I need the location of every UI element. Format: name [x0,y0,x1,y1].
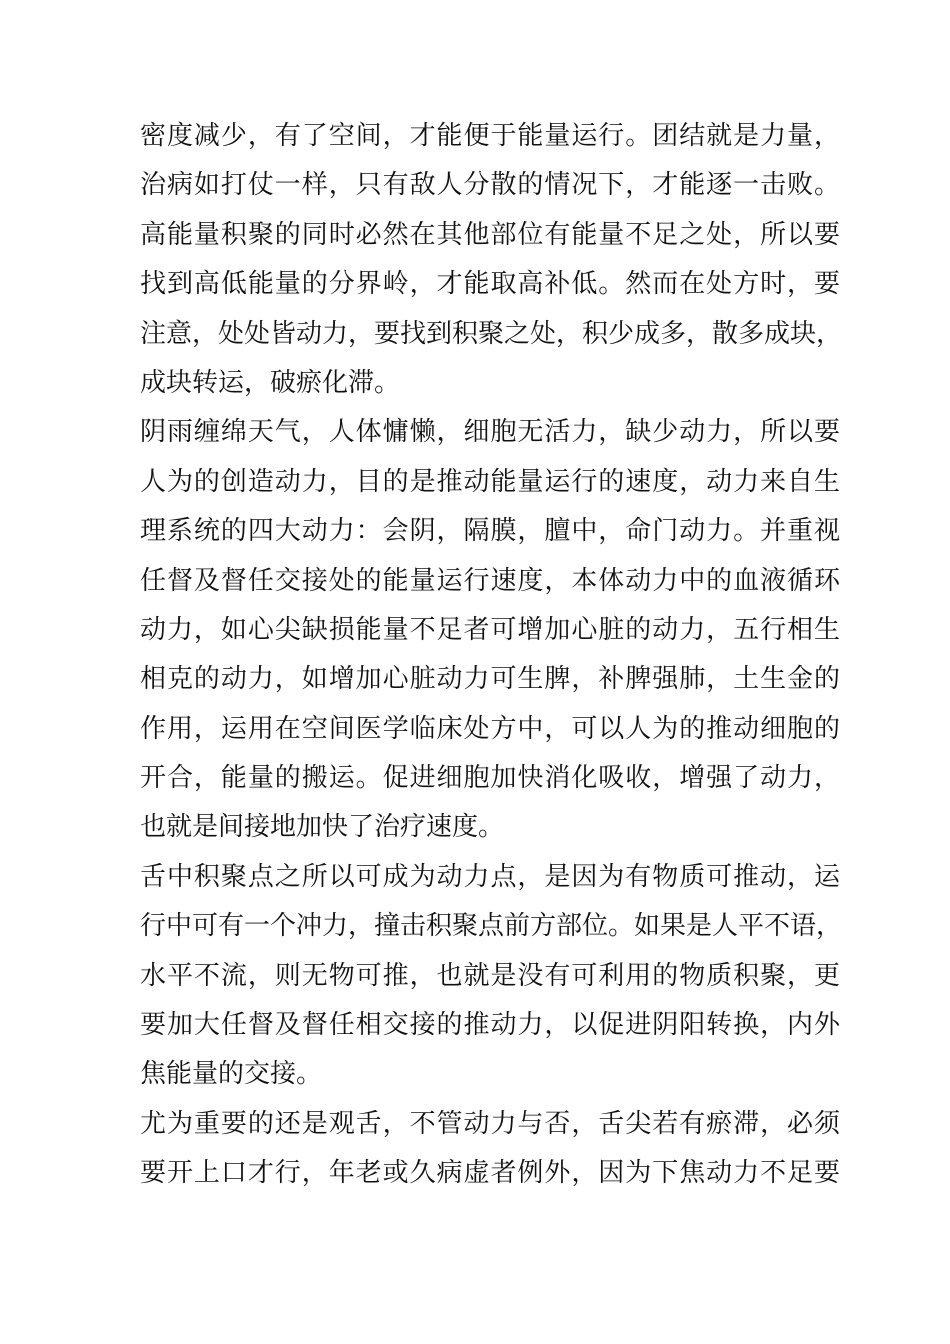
text-line: 成块转运，破瘀化滞。 [140,367,401,398]
paragraph [140,1100,840,1199]
text-line: 作用，运用在空间医学临床处方中，可以人为的推动细胞的 [140,713,840,744]
text-line: 任督及督任交接处的能量运行速度，本体动力中的血液循环 [140,565,840,596]
text-line: 高能量积聚的同时必然在其他部位有能量不足之处，所以要 [140,219,840,250]
text-line: 开合，能量的搬运。促进细胞加快消化吸收，增强了动力， [140,763,840,794]
text-line: 理系统的四大动力：会阴，隔膜，膻中，命门动力。并重视 [140,516,840,547]
text-line: 动力，如心尖缺损能量不足者可增加心脏的动力，五行相生 [140,614,840,645]
paragraph [140,112,843,408]
body-text [140,112,843,1199]
text-line: 相克的动力，如增加心脏动力可生脾，补脾强肺，土生金的 [140,664,840,695]
text-line: 要加大任督及督任相交接的推动力，以促进阴阳转换，内外 [140,1010,840,1041]
text-line: 治病如打仗一样，只有敌人分散的情况下，才能逐一击败。 [140,170,840,201]
text-line: 舌中积聚点之所以可成为动力点，是因为有物质可推动，运 [140,861,840,892]
text-line: 行中可有一个冲力，撞击积聚点前方部位。如果是人平不语， [140,911,843,942]
text-line: 尤为重要的还是观舌，不管动力与否，舌尖若有瘀滞，必须 [140,1108,840,1139]
text-line: 人为的创造动力，目的是推动能量运行的速度，动力来自生 [140,466,840,497]
paragraph [140,408,840,853]
text-line: 密度减少，有了空间，才能便于能量运行。团结就是力量， [140,121,840,151]
paragraph [140,853,843,1100]
text-line: 注意，处处皆动力，要找到积聚之处，积少成多，散多成块， [140,318,843,349]
text-line: 找到高低能量的分界岭，才能取高补低。然而在处方时，要 [140,269,840,300]
text-line: 要开上口才行，年老或久病虚者例外，因为下焦动力不足要 [140,1158,840,1189]
text-line: 焦能量的交接。 [140,1059,323,1090]
text-line: 阴雨缠绵天气，人体慵懒，细胞无活力，缺少动力，所以要 [140,417,840,448]
text-line: 水平不流，则无物可推，也就是没有可利用的物质积聚，更 [140,960,840,991]
text-line: 也就是间接地加快了治疗速度。 [140,812,505,843]
